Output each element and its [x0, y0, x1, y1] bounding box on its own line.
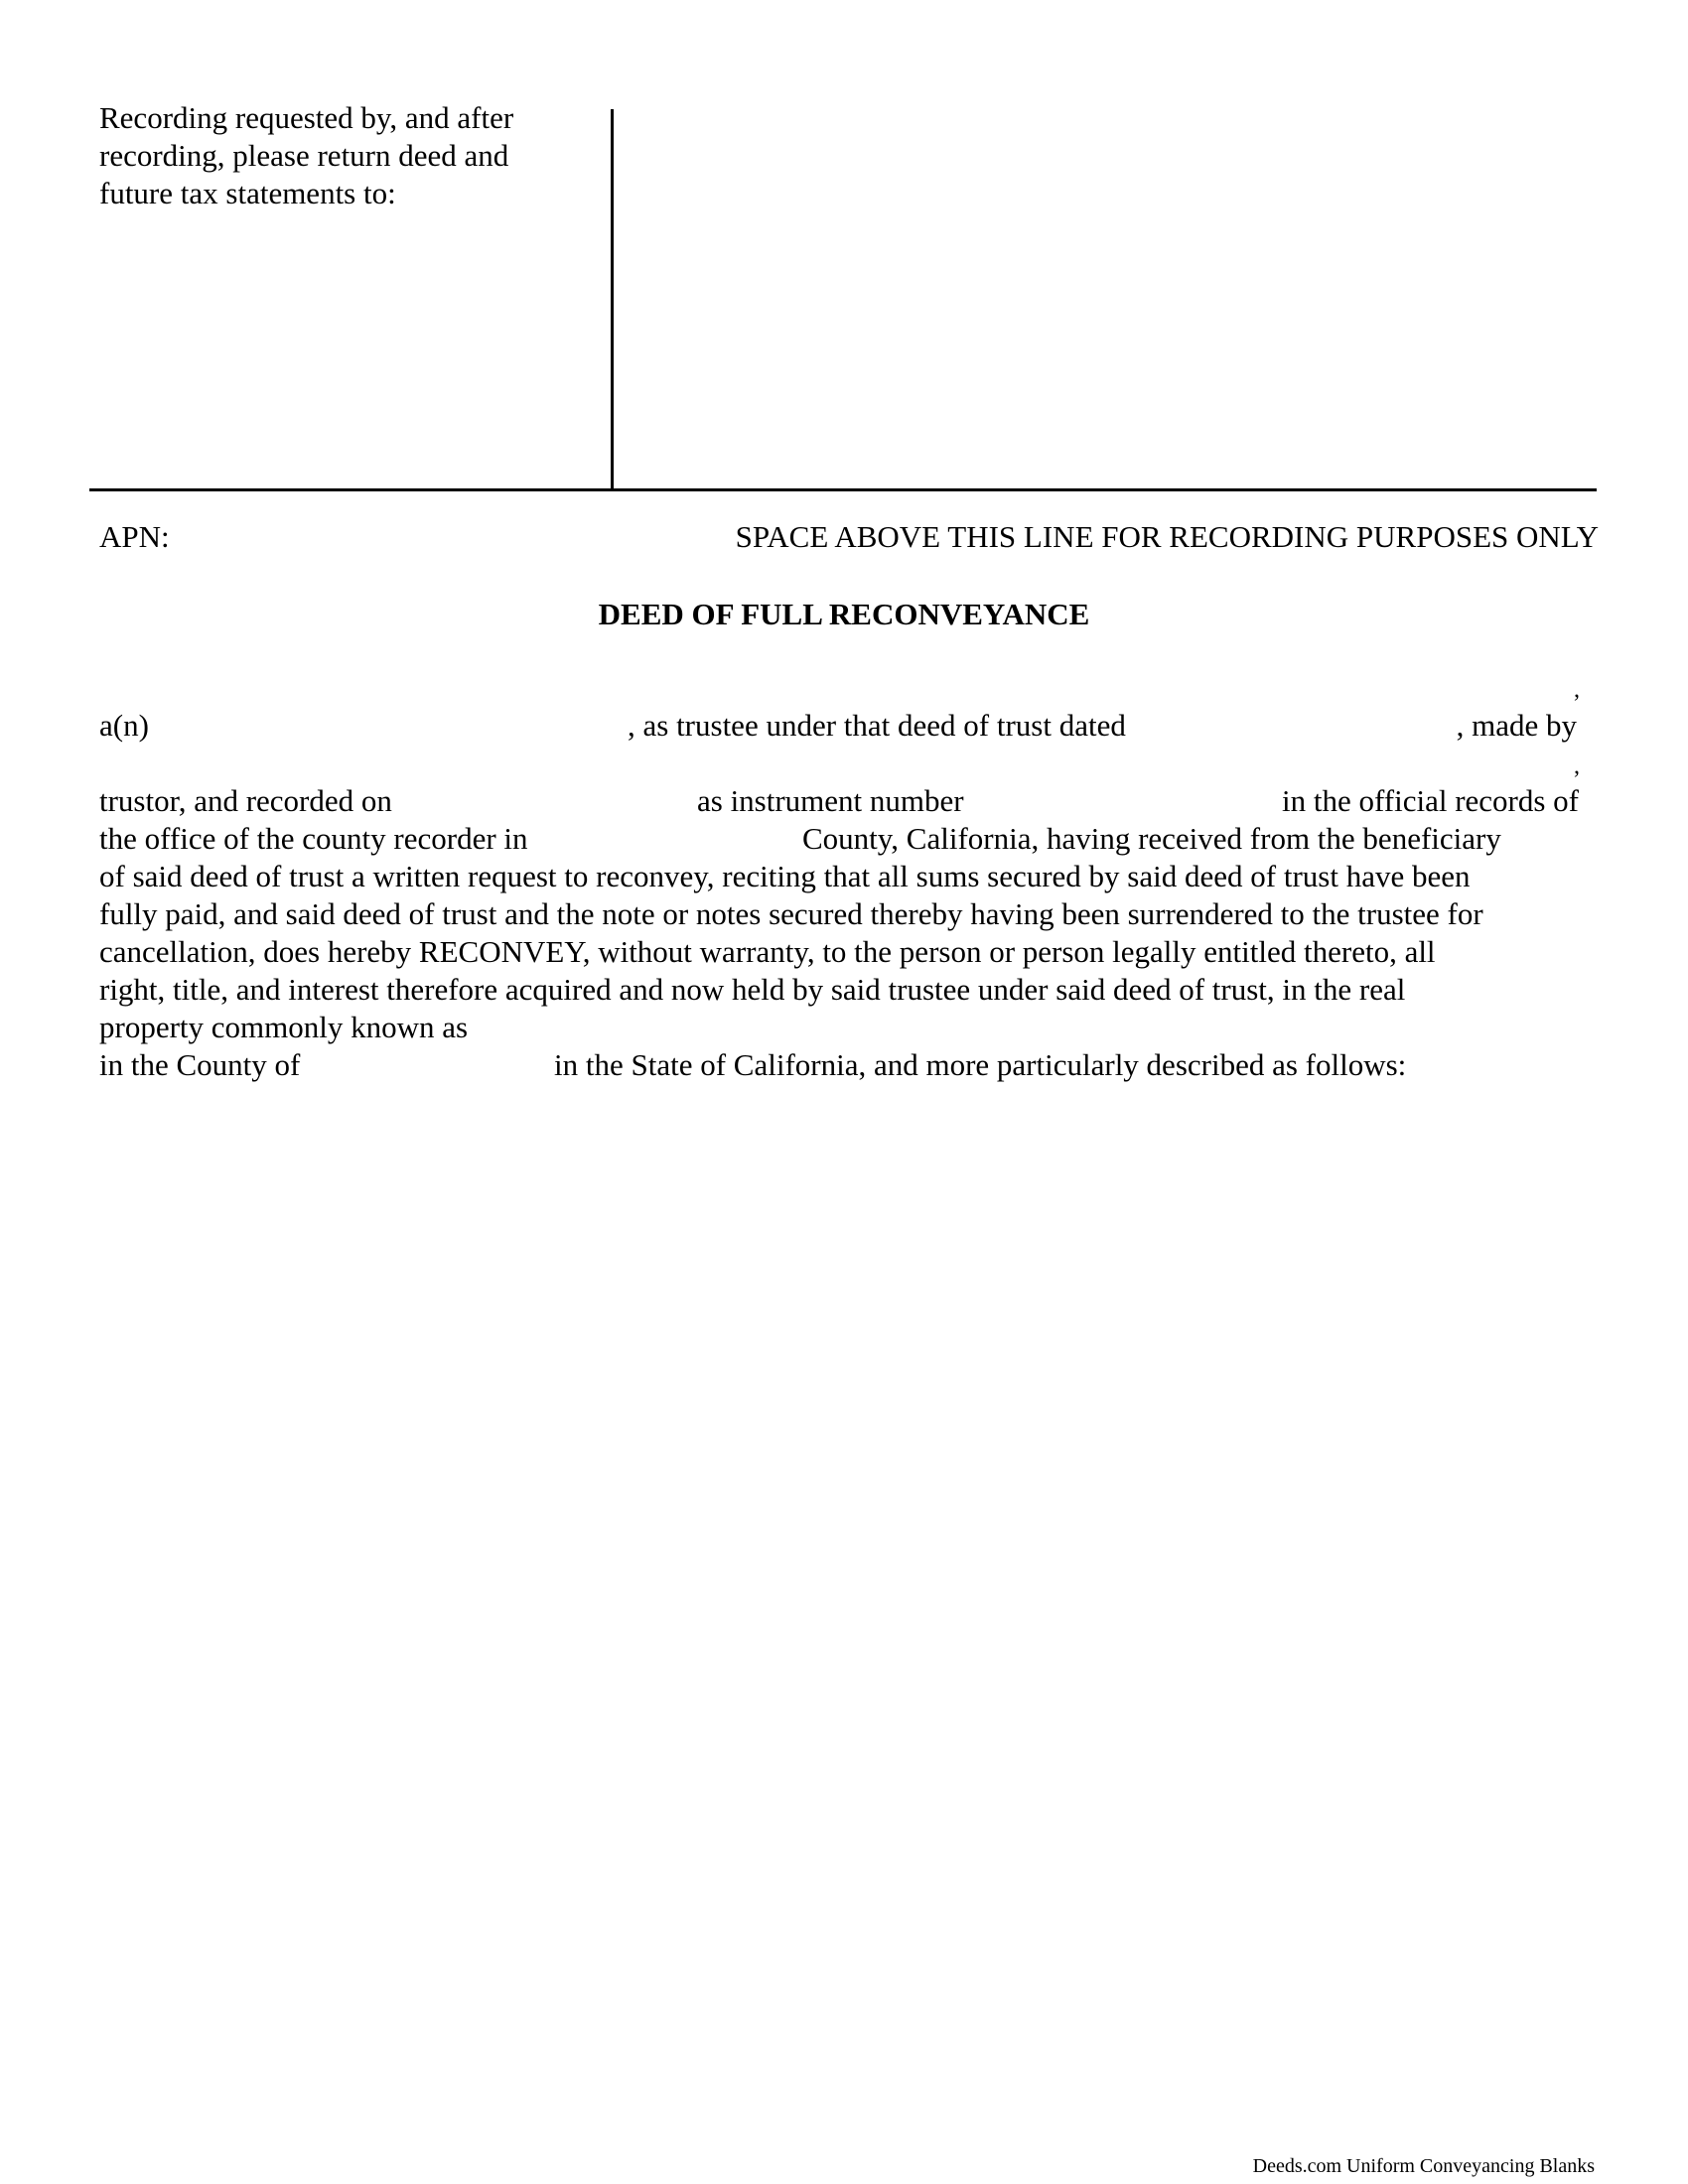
space-above-notice: SPACE ABOVE THIS LINE FOR RECORDING PURPOSES ONLY — [735, 519, 1599, 554]
document-title: DEED OF FULL RECONVEYANCE — [598, 597, 1090, 631]
body-line-3b: County, California, having received from the beneficiary — [802, 821, 1501, 856]
recording-line-2: recording, please return deed and — [99, 138, 509, 173]
comma-mark-1: , — [1574, 677, 1580, 703]
body-line-2c: in the official records of — [1282, 783, 1579, 818]
comma-mark-2: , — [1574, 753, 1580, 779]
body-line-6: cancellation, does hereby RECONVEY, without warranty, to the person or person legally entitled thereto, all — [99, 934, 1436, 969]
recording-line-1: Recording requested by, and after — [99, 100, 514, 135]
recording-line-3: future tax statements to: — [99, 176, 396, 210]
recording-box-divider — [611, 109, 614, 491]
body-line-1b: , as trustee under that deed of trust dated — [628, 708, 1126, 743]
recording-requested-block — [99, 99, 513, 212]
body-line-3a: the office of the county recorder in — [99, 821, 528, 856]
recording-space-line — [89, 488, 1597, 491]
body-line-2a: trustor, and recorded on — [99, 783, 392, 818]
body-line-5: fully paid, and said deed of trust and the note or notes secured thereby having been surrendered to the trustee for — [99, 896, 1483, 931]
apn-label: APN: — [99, 519, 170, 554]
body-line-9a: in the County of — [99, 1047, 301, 1082]
body-line-9b: in the State of California, and more particularly described as follows: — [554, 1047, 1407, 1082]
footer-credit: Deeds.com Uniform Conveyancing Blanks — [1252, 2155, 1595, 2177]
body-line-2b: as instrument number — [697, 783, 964, 818]
body-line-1a: a(n) — [99, 708, 149, 743]
body-line-8: property commonly known as — [99, 1010, 469, 1044]
body-line-7: right, title, and interest therefore acquired and now held by said trustee under said deed of trust, in the real — [99, 972, 1406, 1007]
body-line-4: of said deed of trust a written request to reconvey, reciting that all sums secured by said deed of trust have been — [99, 859, 1471, 893]
body-line-1c: , made by — [1456, 708, 1577, 743]
